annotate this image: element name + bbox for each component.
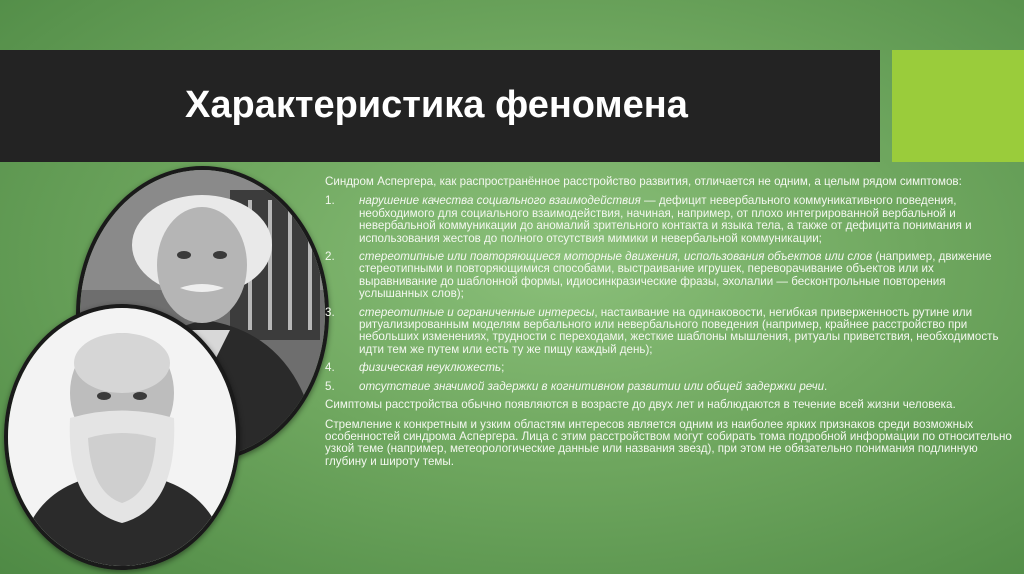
list-term: нарушение качества социального взаимодействия (359, 194, 641, 208)
list-number: 3. (325, 305, 335, 319)
list-item (325, 362, 1013, 374)
list-item (325, 381, 1013, 393)
list-item (325, 195, 1013, 245)
list-number: 1. (325, 194, 335, 208)
list-number: 2. (325, 250, 335, 264)
intro-paragraph: Синдром Аспергера, как распространённое расстройство развития, отличается не одним, а целым рядом симптомов: (325, 175, 962, 188)
paragraph-interests: Стремление к конкретным и узким областям интересов является одним из наиболее ярких признаков среди возможных особенностей синдрома Аспергера. Лица с этим расстройством могут собирать тома подробной информации по относительно узкой теме (например, метеорологические данные или названия звезд), при этом не обязательно понимания подлинную глубину и широту темы. (325, 417, 1012, 468)
accent-block (892, 50, 1024, 162)
list-number: 5. (325, 379, 335, 393)
paragraph-onset: Симптомы расстройства обычно появляются в возрасте до двух лет и наблюдаются в течение всей жизни человека. (325, 398, 956, 412)
content-block (325, 176, 1013, 475)
list-term: стереотипные или повторяющиеся моторные движения, использования объектов или слов (359, 250, 873, 264)
list-text: . (824, 379, 828, 393)
list-number: 4. (325, 361, 335, 375)
list-text: — дефицит невербального коммуникативного поведения, необходимого для социального взаимодействия, начиная, например, от плохо интегрированной вербальной и невербальной коммуникации до аномалий зрительного контакта и языка тела, а также от дефицита понимания и использования жестов до полного отсутствия мимики и невербальной коммуникации; (359, 194, 972, 245)
list-term: отсутствие значимой задержки в когнитивном развитии или общей задержки речи (359, 379, 825, 393)
list-item (325, 251, 1013, 301)
list-text: (например, движение стереотипными и повторяющимися способами, выстраивание игрушек, переворачивание объектов или их выравнивание до шаблонной формы, идиосинкразические фразы, эхолалии — бесконтрольные повторения услышанных слов); (359, 250, 992, 301)
list-item (325, 307, 1013, 357)
darwin-portrait (4, 304, 240, 570)
list-term: стереотипные и ограниченные интересы (359, 305, 595, 319)
slide-title: Характеристика феномена (185, 84, 688, 126)
list-text: , настаивание на одинаковости, негибкая приверженность рутине или ритуализированным моделям вербального или невербального поведения (например, крайнее расстройство при небольших изменениях, трудности с переходами, жесткие шаблоны мышления, ритуалы приветствия, необходимость идти тем же путем или есть ту же пищу каждый день); (359, 305, 999, 356)
list-text: ; (501, 361, 505, 375)
symptom-list (325, 195, 1013, 393)
list-term: физическая неуклюжесть (359, 361, 502, 375)
